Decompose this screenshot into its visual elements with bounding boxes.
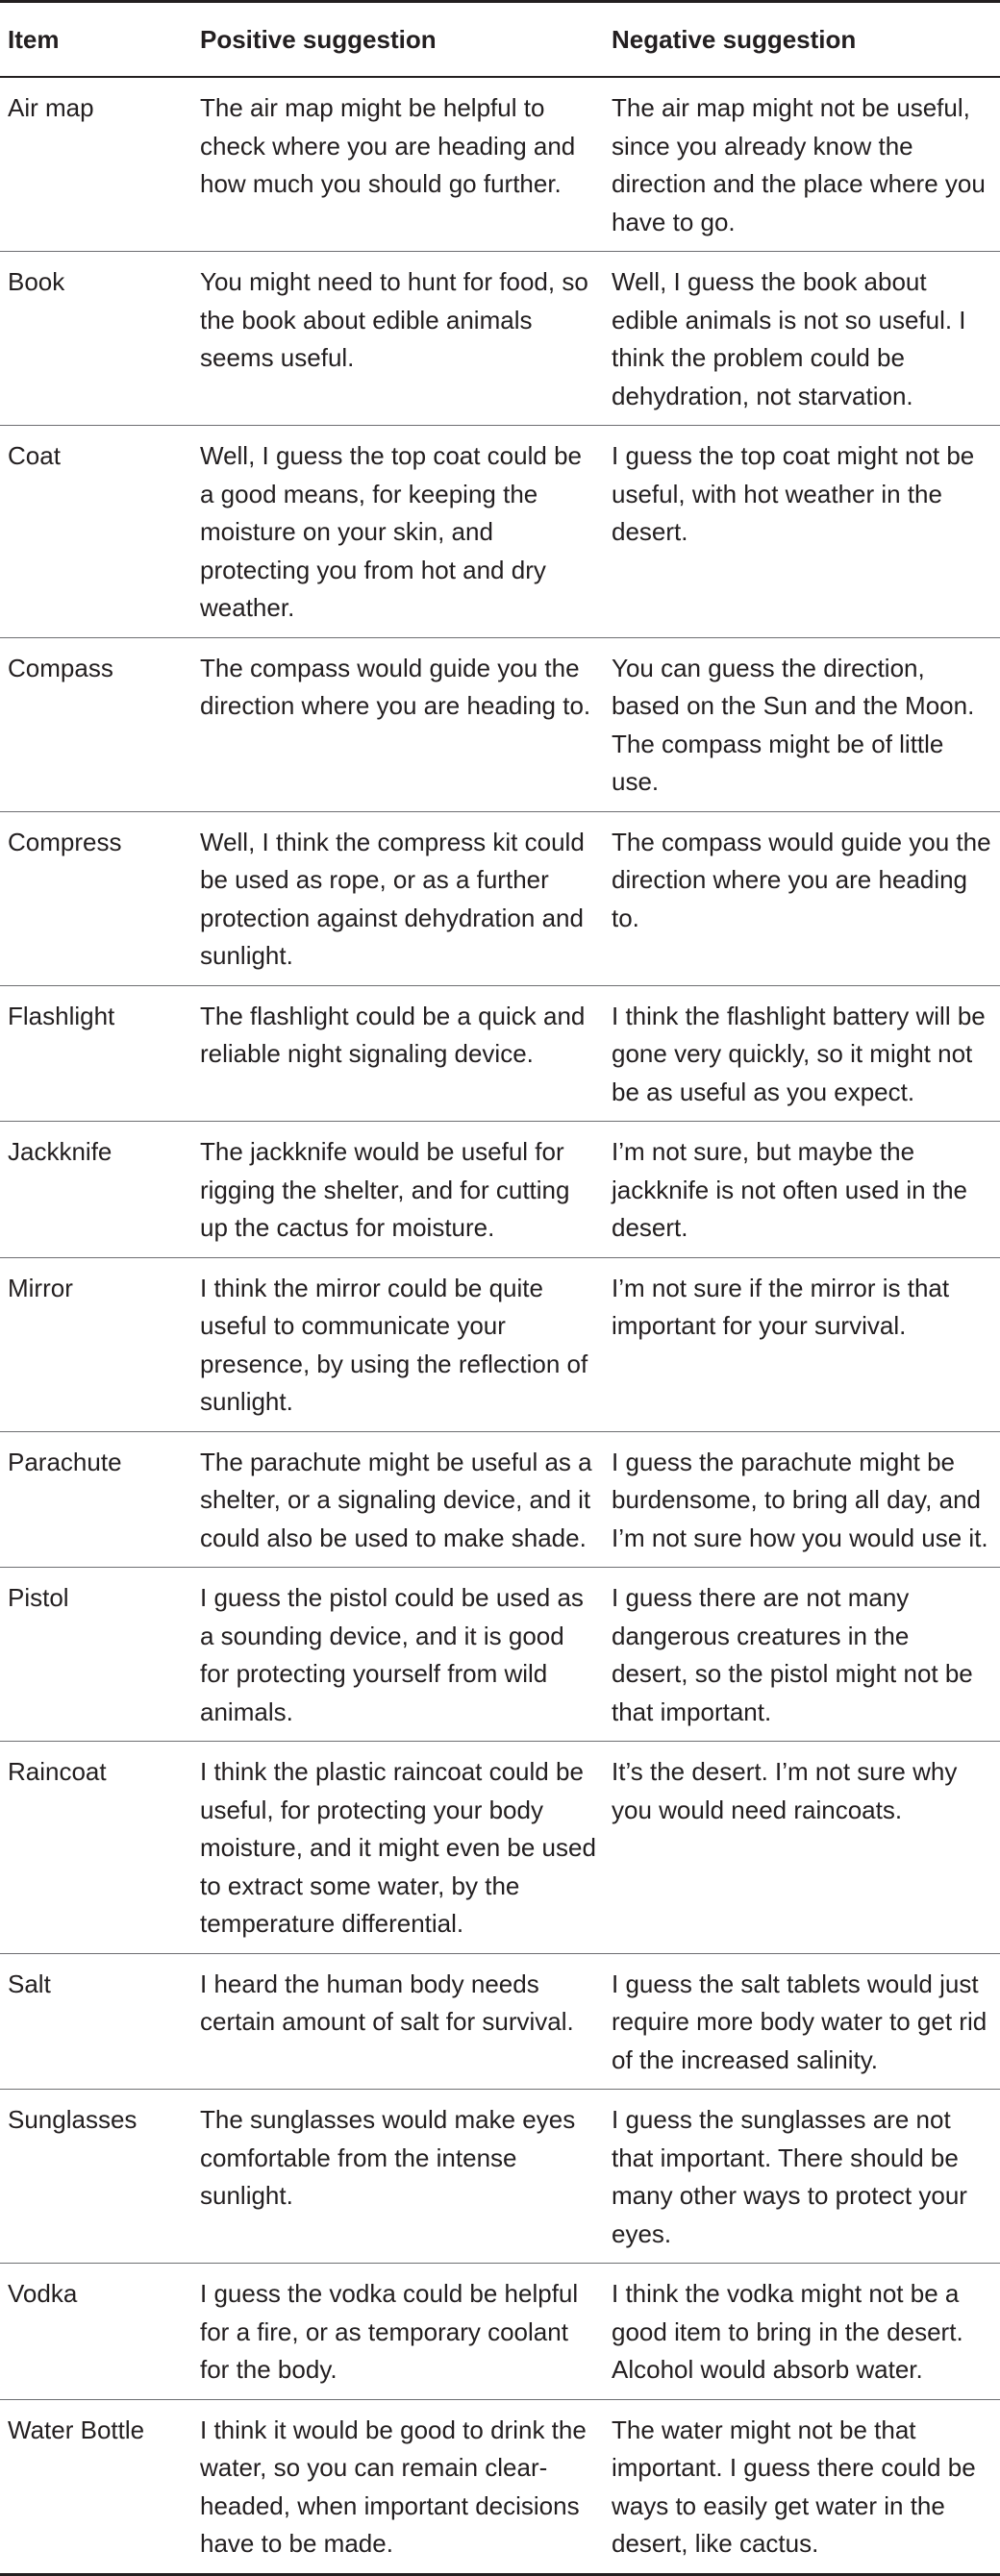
- positive-cell: The parachute might be useful as a shelter, or a signaling device, and it could also be used to make shade.: [192, 1431, 604, 1568]
- table-row: [0, 426, 1000, 638]
- negative-cell: I guess the sunglasses are not that important. There should be many other ways to protect your eyes.: [604, 2090, 1000, 2264]
- negative-cell: The air map might not be useful, since you already know the direction and the place where you have to go.: [604, 77, 1000, 252]
- positive-cell: I think it would be good to drink the water, so you can remain clear-headed, when important decisions have to be made.: [192, 2399, 604, 2574]
- header-item: Item: [0, 2, 192, 78]
- positive-cell: I think the mirror could be quite useful to communicate your presence, by using the reflection of sunlight.: [192, 1257, 604, 1431]
- positive-cell: The jackknife would be useful for rigging the shelter, and for cutting up the cactus for moisture.: [192, 1122, 604, 1258]
- item-cell: Parachute: [0, 1431, 192, 1568]
- positive-cell: The compass would guide you the direction where you are heading to.: [192, 637, 604, 811]
- item-cell: Jackknife: [0, 1122, 192, 1258]
- negative-cell: I’m not sure, but maybe the jackknife is not often used in the desert.: [604, 1122, 1000, 1258]
- negative-cell: I guess the top coat might not be useful, with hot weather in the desert.: [604, 426, 1000, 638]
- negative-cell: The water might not be that important. I guess there could be ways to easily get water in the desert, like cactus.: [604, 2399, 1000, 2574]
- table-body: [0, 77, 1000, 2574]
- positive-cell: I heard the human body needs certain amount of salt for survival.: [192, 1953, 604, 2090]
- negative-cell: I think the vodka might not be a good item to bring in the desert. Alcohol would absorb water.: [604, 2264, 1000, 2400]
- table-row: [0, 1742, 1000, 1954]
- positive-cell: The air map might be helpful to check where you are heading and how much you should go further.: [192, 77, 604, 252]
- item-cell: Air map: [0, 77, 192, 252]
- table-row: [0, 2090, 1000, 2264]
- item-cell: Raincoat: [0, 1742, 192, 1954]
- table-row: [0, 252, 1000, 426]
- negative-cell: You can guess the direction, based on the Sun and the Moon. The compass might be of little use.: [604, 637, 1000, 811]
- negative-cell: I think the flashlight battery will be gone very quickly, so it might not be as useful as you expect.: [604, 985, 1000, 1122]
- table-row: [0, 77, 1000, 252]
- negative-cell: I guess the salt tablets would just require more body water to get rid of the increased salinity.: [604, 1953, 1000, 2090]
- item-cell: Water Bottle: [0, 2399, 192, 2574]
- header-row: [0, 2, 1000, 78]
- negative-cell: I’m not sure if the mirror is that important for your survival.: [604, 1257, 1000, 1431]
- table-row: [0, 985, 1000, 1122]
- positive-cell: Well, I guess the top coat could be a good means, for keeping the moisture on your skin, and protecting you from hot and dry weather.: [192, 426, 604, 638]
- negative-cell: I guess the parachute might be burdensome, to bring all day, and I’m not sure how you would use it.: [604, 1431, 1000, 1568]
- positive-cell: You might need to hunt for food, so the book about edible animals seems useful.: [192, 252, 604, 426]
- negative-cell: It’s the desert. I’m not sure why you would need raincoats.: [604, 1742, 1000, 1954]
- header-positive-suggestion: Positive suggestion: [192, 2, 604, 78]
- table-row: [0, 2264, 1000, 2400]
- positive-cell: Well, I think the compress kit could be used as rope, or as a further protection against dehydration and sunlight.: [192, 811, 604, 985]
- negative-cell: The compass would guide you the direction where you are heading to.: [604, 811, 1000, 985]
- item-cell: Flashlight: [0, 985, 192, 1122]
- positive-cell: I guess the pistol could be used as a sounding device, and it is good for protecting yourself from wild animals.: [192, 1568, 604, 1742]
- positive-cell: I guess the vodka could be helpful for a fire, or as temporary coolant for the body.: [192, 2264, 604, 2400]
- item-cell: Mirror: [0, 1257, 192, 1431]
- negative-cell: I guess there are not many dangerous creatures in the desert, so the pistol might not be that important.: [604, 1568, 1000, 1742]
- item-cell: Book: [0, 252, 192, 426]
- table-row: [0, 1431, 1000, 1568]
- header-negative-suggestion: Negative suggestion: [604, 2, 1000, 78]
- table-row: [0, 2399, 1000, 2574]
- negative-cell: Well, I guess the book about edible animals is not so useful. I think the problem could be dehydration, not starvation.: [604, 252, 1000, 426]
- table-row: [0, 1122, 1000, 1258]
- table-row: [0, 811, 1000, 985]
- item-cell: Vodka: [0, 2264, 192, 2400]
- item-cell: Compass: [0, 637, 192, 811]
- table-row: [0, 1953, 1000, 2090]
- item-cell: Pistol: [0, 1568, 192, 1742]
- positive-cell: The sunglasses would make eyes comfortable from the intense sunlight.: [192, 2090, 604, 2264]
- item-cell: Compress: [0, 811, 192, 985]
- table-row: [0, 637, 1000, 811]
- item-cell: Sunglasses: [0, 2090, 192, 2264]
- table-row: [0, 1568, 1000, 1742]
- table-header: [0, 2, 1000, 78]
- positive-cell: The flashlight could be a quick and reliable night signaling device.: [192, 985, 604, 1122]
- positive-cell: I think the plastic raincoat could be useful, for protecting your body moisture, and it might even be used to extract some water, by the temperature differential.: [192, 1742, 604, 1954]
- item-cell: Salt: [0, 1953, 192, 2090]
- item-cell: Coat: [0, 426, 192, 638]
- table-row: [0, 1257, 1000, 1431]
